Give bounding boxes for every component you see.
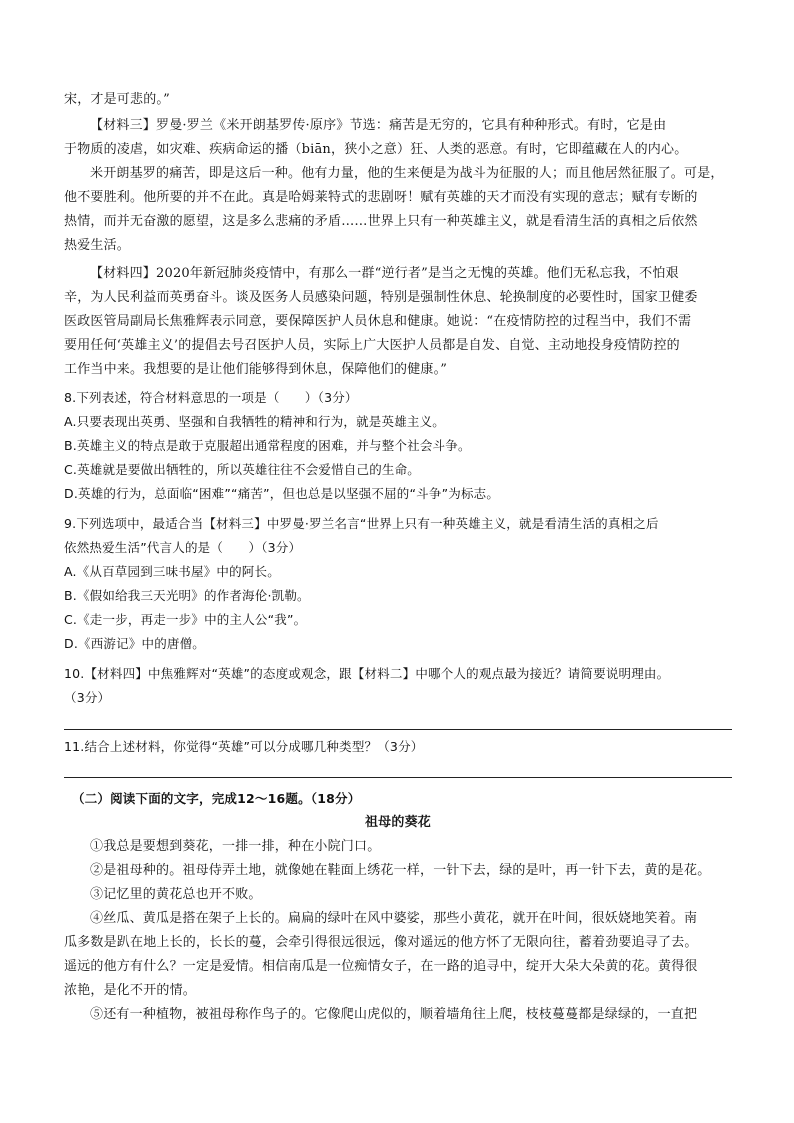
answer-line [64, 777, 732, 778]
question-stem: 9.下列选项中，最适合当【材料三】中罗曼·罗兰名言“世界上只有一种英雄主义，就是看清生活的真相之后 [64, 516, 659, 531]
paragraph-line: 瓜多数是趴在地上长的，长长的蔓，会牵引得很远很远，像对遥远的他方怀了无限向往，蓄着劲要追寻了去。 [64, 935, 698, 950]
question-stem: 8.下列表述，符合材料意思的一项是（ ）（3分） [64, 390, 358, 405]
passage-title: 祖母的葵花 [364, 815, 431, 830]
option-b: B.《假如给我三天光明》的作者海伦·凯勒。 [64, 588, 310, 603]
section-two-heading-block [64, 787, 732, 811]
text-line: 【材料三】罗曼·罗兰《米开朗基罗传·原序》节选：痛苦是无穷的，它具有种种形式。有时，它是由 [90, 118, 667, 133]
answer-line [64, 729, 732, 730]
passage-body [64, 835, 732, 1027]
option-a: A.《从百草园到三味书屋》中的阿长。 [64, 564, 280, 579]
text-line: 辛，为人民利益而英勇奋斗。谈及医务人员感染问题，特别是强制性休息、轮换制度的必要性时，国家卫健委 [64, 290, 698, 305]
question-stem: 10.【材料四】中焦雅辉对“英雄”的态度或观念，跟【材料二】中哪个人的观点最为接近？请简要说明理由。 [64, 666, 670, 681]
previous-passage-end [64, 88, 732, 112]
paragraph-line: ③记忆里的黄花总也开不败。 [90, 887, 262, 902]
option-c: C.《走一步，再走一步》中的主人公“我”。 [64, 612, 307, 627]
text-line: 宋，才是可悲的。” [64, 92, 170, 107]
text-line: 热情，而并无奋激的愿望，这是多么悲痛的矛盾……世界上只有一种英雄主义，就是看清生活的真相之后依然 [64, 214, 698, 229]
paragraph-line: 遥远的他方有什么？一定是爱情。相信南瓜是一位痴情女子，在一路的追寻中，绽开大朵大朵黄的花。黄得很 [64, 959, 698, 974]
question-stem: （3分） [64, 690, 111, 705]
text-line: 工作当中来。我想要的是让他们能够得到休息，保障他们的健康。” [64, 362, 448, 377]
question-stem: 11.结合上述材料，你觉得“英雄”可以分成哪几种类型？（3分） [64, 739, 424, 754]
option-d: D.《西游记》中的唐僧。 [64, 636, 205, 651]
material-four [64, 262, 732, 382]
question-10 [64, 662, 732, 710]
paragraph-line: ④丝瓜、黄瓜是搭在架子上长的。扁扁的绿叶在风中婆娑，那些小黄花，就开在叶间，很妖娆地笑着。南 [90, 911, 698, 926]
text-line: 医政医管局副局长焦雅辉表示同意，要保障医护人员休息和健康。她说：“在疫情防控的过程当中，我们不需 [64, 314, 692, 329]
option-c: C.英雄就是要做出牺牲的，所以英雄往往不会爱惜自己的生命。 [64, 462, 421, 477]
text-line: 【材料四】2020年新冠肺炎疫情中，有那么一群“逆行者”是当之无愧的英雄。他们无私忘我，不怕艰 [90, 266, 679, 281]
section-heading: （二）阅读下面的文字，完成12～16题。（18分） [72, 791, 361, 806]
paragraph-line: 浓艳，是化不开的情。 [64, 983, 197, 998]
paragraph-line: ②是祖母种的。祖母侍弄土地，就像她在鞋面上绣花一样，一针下去，绿的是叶，再一针下去，黄的是花。 [90, 863, 711, 878]
question-9 [64, 512, 732, 656]
option-d: D.英雄的行为，总面临“困难”“痛苦”，但也总是以坚强不屈的“斗争”为标志。 [64, 486, 500, 501]
question-8 [64, 386, 732, 506]
question-11 [64, 735, 732, 759]
question-stem: 依然热爱生活”代言人的是（ ）（3分） [64, 540, 302, 555]
text-line: 他不要胜利。他所要的并不在此。真是哈姆莱特式的悲剧呀！赋有英雄的天才而没有实现的意志；赋有专断的 [64, 190, 698, 205]
passage-title-block [64, 811, 732, 835]
option-a: A.只要表现出英勇、坚强和自我牺牲的精神和行为，就是英雄主义。 [64, 414, 446, 429]
text-line: 热爱生活。 [64, 238, 131, 253]
text-line: 于物质的凌虐，如灾难、疾病命运的播（biān，狭小之意）狂、人类的恶意。有时，它即蕴藏在人的内心。 [64, 142, 688, 157]
option-b: B.英雄主义的特点是敢于克服超出通常程度的困难，并与整个社会斗争。 [64, 438, 471, 453]
text-line: 要用任何‘英雄主义’的提倡去号召医护人员，实际上广大医护人员都是自发、自觉、主动地投身疫情防控的 [64, 338, 680, 353]
text-line: 米开朗基罗的痛苦，即是这后一种。他有力量，他的生来便是为战斗为征服的人；而且他居然征服了。可是， [90, 166, 724, 181]
paragraph-line: ⑤还有一种植物，被祖母称作鸟子的。它像爬山虎似的，顺着墙角往上爬，枝枝蔓蔓都是绿绿的，一直把 [90, 1007, 698, 1022]
paragraph-line: ①我总是要想到葵花，一排一排，种在小院门口。 [90, 839, 381, 854]
material-three [64, 114, 732, 258]
